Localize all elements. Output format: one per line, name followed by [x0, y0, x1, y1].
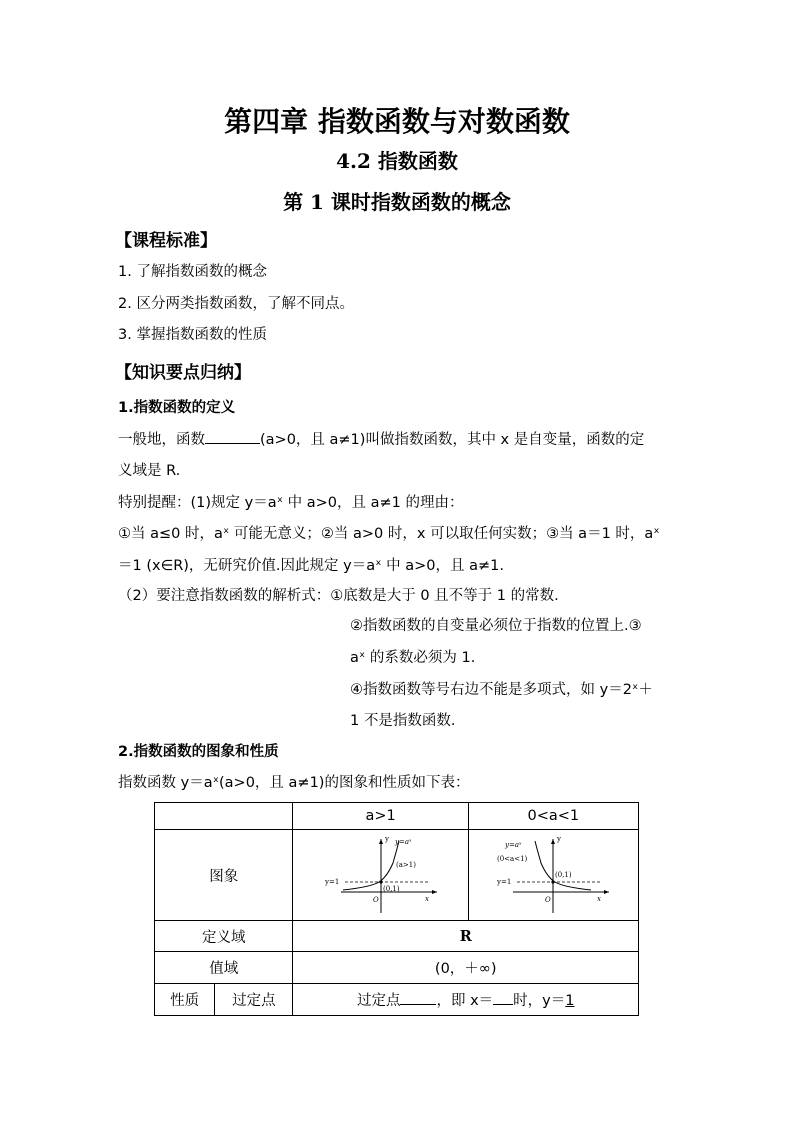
y1-label: y=1	[497, 878, 512, 886]
fixed-point-value: 过定点 ，即 x＝ 时，y＝1	[293, 984, 639, 1016]
y1-label: y=1	[324, 878, 339, 886]
column-header-a-lt-1: 0<a<1	[468, 803, 638, 830]
note-line: （2）要注意指数函数的解析式：①底数是大于 0 且不等于 1 的常数.	[118, 588, 559, 604]
curve-label: y=aˣ	[505, 841, 522, 849]
y-axis-label: y	[384, 835, 389, 843]
condition-label: (0<a<1)	[497, 855, 528, 863]
table-corner-cell	[155, 803, 293, 830]
definition-line: 义域是 R.	[118, 463, 181, 479]
row-label-domain: 定义域	[155, 921, 293, 952]
note-line: ②指数函数的自变量必须位于指数的位置上.③	[350, 618, 642, 634]
point-label: (0,1)	[382, 885, 400, 893]
note-line: 1 不是指数函数.	[350, 713, 456, 729]
curriculum-item: 1. 了解指数函数的概念	[118, 264, 267, 280]
lesson-title: 第 1 课时指数函数的概念	[283, 190, 511, 214]
row-label-properties: 性质	[155, 984, 215, 1016]
row-label-range: 值域	[155, 952, 293, 984]
point-label: (0,1)	[555, 871, 572, 879]
row-label-graph: 图象	[155, 830, 293, 921]
fill-blank[interactable]	[493, 990, 513, 1005]
decreasing-exponential-graph	[493, 835, 613, 915]
knowledge-heading: 【知识要点归纳】	[115, 363, 251, 383]
curriculum-item: 2. 区分两类指数函数，了解不同点。	[118, 296, 354, 312]
definition-line: 一般地，函数 (a>0，且 a≠1)叫做指数函数，其中 x 是自变量，函数的定	[118, 429, 644, 450]
graph-properties-heading: 2.指数函数的图象和性质	[118, 744, 279, 760]
domain-value: R	[293, 921, 639, 952]
note-line: 特别提醒：(1)规定 y＝aˣ 中 a>0，且 a≠1 的理由：	[118, 495, 464, 511]
properties-table	[154, 802, 639, 1016]
fill-blank[interactable]	[400, 990, 436, 1005]
curriculum-item: 3. 掌握指数函数的性质	[118, 327, 267, 343]
note-line: aˣ 的系数必须为 1.	[350, 650, 476, 666]
x-axis-label: x	[597, 895, 602, 903]
note-line: ④指数函数等号右边不能是多项式，如 y＝2ˣ＋	[350, 682, 653, 698]
note-line: ＝1 (x∈R)，无研究价值.因此规定 y＝aˣ 中 a>0，且 a≠1.	[118, 558, 505, 574]
y-axis-label: y	[557, 835, 562, 843]
origin-label: O	[372, 896, 379, 904]
x-axis-label: x	[424, 895, 429, 903]
curriculum-heading: 【课程标准】	[115, 231, 217, 251]
range-value: (0，＋∞)	[293, 952, 639, 984]
chapter-title: 第四章 指数函数与对数函数	[224, 105, 570, 138]
increasing-exponential-graph	[321, 835, 441, 915]
graph-properties-intro: 指数函数 y＝aˣ(a>0，且 a≠1)的图象和性质如下表：	[118, 775, 470, 791]
curve-label: y=aˣ	[394, 838, 412, 846]
graph-cell-a-lt-1	[468, 830, 638, 921]
section-title: 4.2 指数函数	[336, 149, 458, 173]
condition-label: (a>1)	[395, 861, 416, 869]
definition-heading: 1.指数函数的定义	[118, 400, 236, 416]
row-label-fixed-point: 过定点	[215, 984, 293, 1016]
note-line: ①当 a≤0 时，aˣ 可能无意义；②当 a>0 时，x 可以取任何实数；③当 a＝1 时，aˣ	[118, 526, 660, 542]
fill-blank[interactable]	[205, 429, 260, 444]
origin-label: O	[545, 896, 552, 904]
column-header-a-gt-1: a>1	[293, 803, 468, 830]
graph-cell-a-gt-1	[293, 830, 468, 921]
